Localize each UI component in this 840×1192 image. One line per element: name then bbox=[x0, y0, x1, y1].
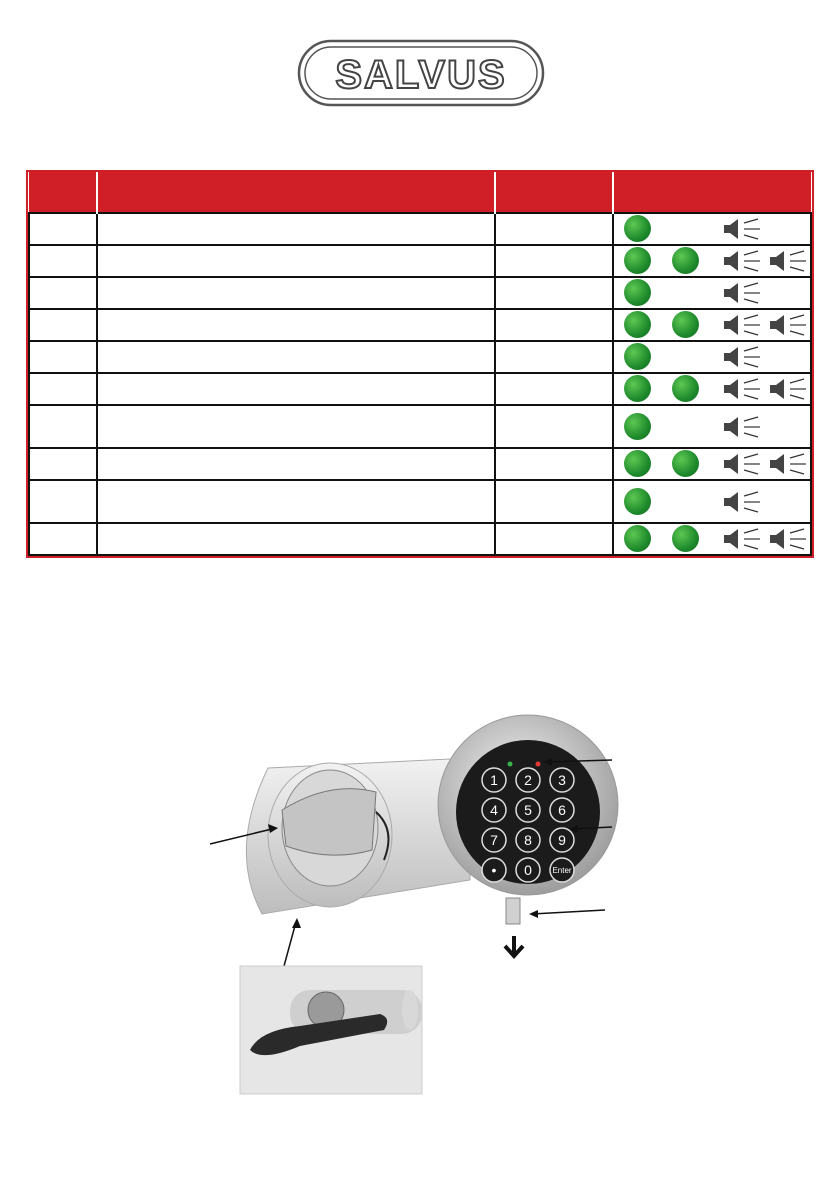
svg-text:6: 6 bbox=[558, 802, 566, 818]
green-led-icon bbox=[624, 450, 651, 477]
table-row bbox=[29, 277, 811, 309]
green-led-icon bbox=[624, 279, 651, 306]
table-header bbox=[29, 172, 811, 213]
table-row bbox=[29, 480, 811, 523]
table-row bbox=[29, 373, 811, 405]
signal-cell bbox=[613, 309, 811, 341]
speaker-icon bbox=[722, 490, 762, 514]
speaker-icon bbox=[722, 313, 762, 337]
table-cell bbox=[495, 373, 613, 405]
table-cell bbox=[97, 480, 495, 523]
table-cell bbox=[97, 523, 495, 555]
lock-illustration bbox=[0, 700, 840, 1120]
green-led-icon bbox=[624, 247, 651, 274]
keypad-key[interactable] bbox=[550, 768, 574, 792]
keypad-key[interactable] bbox=[550, 828, 574, 852]
table-cell bbox=[29, 373, 97, 405]
table-cell bbox=[29, 309, 97, 341]
table-cell bbox=[495, 213, 613, 245]
table-cell bbox=[495, 341, 613, 373]
speaker-icon bbox=[722, 527, 762, 551]
header-cell bbox=[97, 172, 495, 213]
speaker-icon bbox=[768, 452, 808, 476]
table-row bbox=[29, 341, 811, 373]
speaker-icon bbox=[768, 313, 808, 337]
red-led bbox=[536, 762, 541, 767]
green-led-icon bbox=[672, 525, 699, 552]
speaker-icon bbox=[722, 452, 762, 476]
keypad-key[interactable] bbox=[482, 828, 506, 852]
speaker-icon bbox=[722, 377, 762, 401]
down-arrow-icon bbox=[505, 936, 523, 956]
table-row bbox=[29, 245, 811, 277]
table-cell bbox=[97, 341, 495, 373]
svg-text:3: 3 bbox=[558, 772, 566, 788]
speaker-icon bbox=[722, 415, 762, 439]
header-cell bbox=[495, 172, 613, 213]
svg-text:0: 0 bbox=[524, 862, 532, 878]
green-led-icon bbox=[672, 247, 699, 274]
table-cell bbox=[29, 213, 97, 245]
signal-table bbox=[28, 172, 812, 556]
turn-knob[interactable] bbox=[282, 770, 378, 886]
keypad-key[interactable] bbox=[516, 858, 540, 882]
svg-text:1: 1 bbox=[490, 772, 498, 788]
green-led-icon bbox=[624, 343, 651, 370]
signal-cell bbox=[613, 405, 811, 448]
keypad-key[interactable] bbox=[516, 828, 540, 852]
battery-tab[interactable] bbox=[506, 898, 520, 924]
speaker-icon bbox=[722, 217, 762, 241]
keypad-key[interactable] bbox=[482, 768, 506, 792]
table-cell bbox=[29, 448, 97, 480]
signal-cell bbox=[613, 523, 811, 555]
svg-text:4: 4 bbox=[490, 802, 498, 818]
table-cell bbox=[97, 309, 495, 341]
keypad-key[interactable] bbox=[550, 798, 574, 822]
svg-text:•: • bbox=[491, 862, 497, 878]
green-led-icon bbox=[624, 311, 651, 338]
speaker-icon bbox=[722, 345, 762, 369]
green-led-icon bbox=[624, 525, 651, 552]
svg-text:2: 2 bbox=[524, 772, 532, 788]
table-cell bbox=[495, 448, 613, 480]
table-cell bbox=[97, 277, 495, 309]
keypad-key[interactable] bbox=[516, 798, 540, 822]
table-cell bbox=[495, 309, 613, 341]
emergency-key-photo bbox=[240, 966, 422, 1094]
green-led-icon bbox=[672, 311, 699, 338]
header-cell bbox=[613, 172, 811, 213]
signal-cell bbox=[613, 480, 811, 523]
keypad-key[interactable] bbox=[482, 858, 506, 882]
table-row bbox=[29, 523, 811, 555]
table-cell bbox=[29, 523, 97, 555]
green-led-icon bbox=[672, 375, 699, 402]
green-led-icon bbox=[624, 375, 651, 402]
signal-cell bbox=[613, 277, 811, 309]
table-cell bbox=[97, 448, 495, 480]
svg-text:SALVUS: SALVUS bbox=[335, 53, 507, 97]
svg-text:7: 7 bbox=[490, 832, 498, 848]
signal-cell bbox=[613, 448, 811, 480]
speaker-icon bbox=[722, 249, 762, 273]
table-row bbox=[29, 213, 811, 245]
svg-text:Enter: Enter bbox=[552, 866, 572, 875]
table-row bbox=[29, 448, 811, 480]
speaker-icon bbox=[722, 281, 762, 305]
signal-cell bbox=[613, 245, 811, 277]
green-led-icon bbox=[624, 488, 651, 515]
table-cell bbox=[495, 405, 613, 448]
speaker-icon bbox=[768, 249, 808, 273]
table-cell bbox=[97, 245, 495, 277]
keypad-key[interactable] bbox=[516, 768, 540, 792]
table-cell bbox=[97, 373, 495, 405]
table-cell bbox=[495, 480, 613, 523]
green-led-icon bbox=[624, 215, 651, 242]
green-led-icon bbox=[624, 413, 651, 440]
table-cell bbox=[29, 480, 97, 523]
table-cell bbox=[495, 245, 613, 277]
svg-text:5: 5 bbox=[524, 802, 532, 818]
green-led bbox=[508, 762, 513, 767]
speaker-icon bbox=[768, 527, 808, 551]
table-cell bbox=[29, 341, 97, 373]
salvus-logo bbox=[296, 38, 546, 108]
table-cell bbox=[29, 405, 97, 448]
table-cell bbox=[97, 405, 495, 448]
green-led-icon bbox=[672, 450, 699, 477]
table-row bbox=[29, 309, 811, 341]
table-cell bbox=[495, 277, 613, 309]
speaker-icon bbox=[768, 377, 808, 401]
keypad-key[interactable] bbox=[482, 798, 506, 822]
keypad-key[interactable] bbox=[550, 858, 574, 882]
table-cell bbox=[29, 277, 97, 309]
signal-cell bbox=[613, 213, 811, 245]
signal-cell bbox=[613, 373, 811, 405]
header-cell bbox=[29, 172, 97, 213]
signal-cell bbox=[613, 341, 811, 373]
table-cell bbox=[97, 213, 495, 245]
table-cell bbox=[29, 245, 97, 277]
table-row bbox=[29, 405, 811, 448]
svg-text:9: 9 bbox=[558, 832, 566, 848]
svg-text:8: 8 bbox=[524, 832, 532, 848]
table-cell bbox=[495, 523, 613, 555]
